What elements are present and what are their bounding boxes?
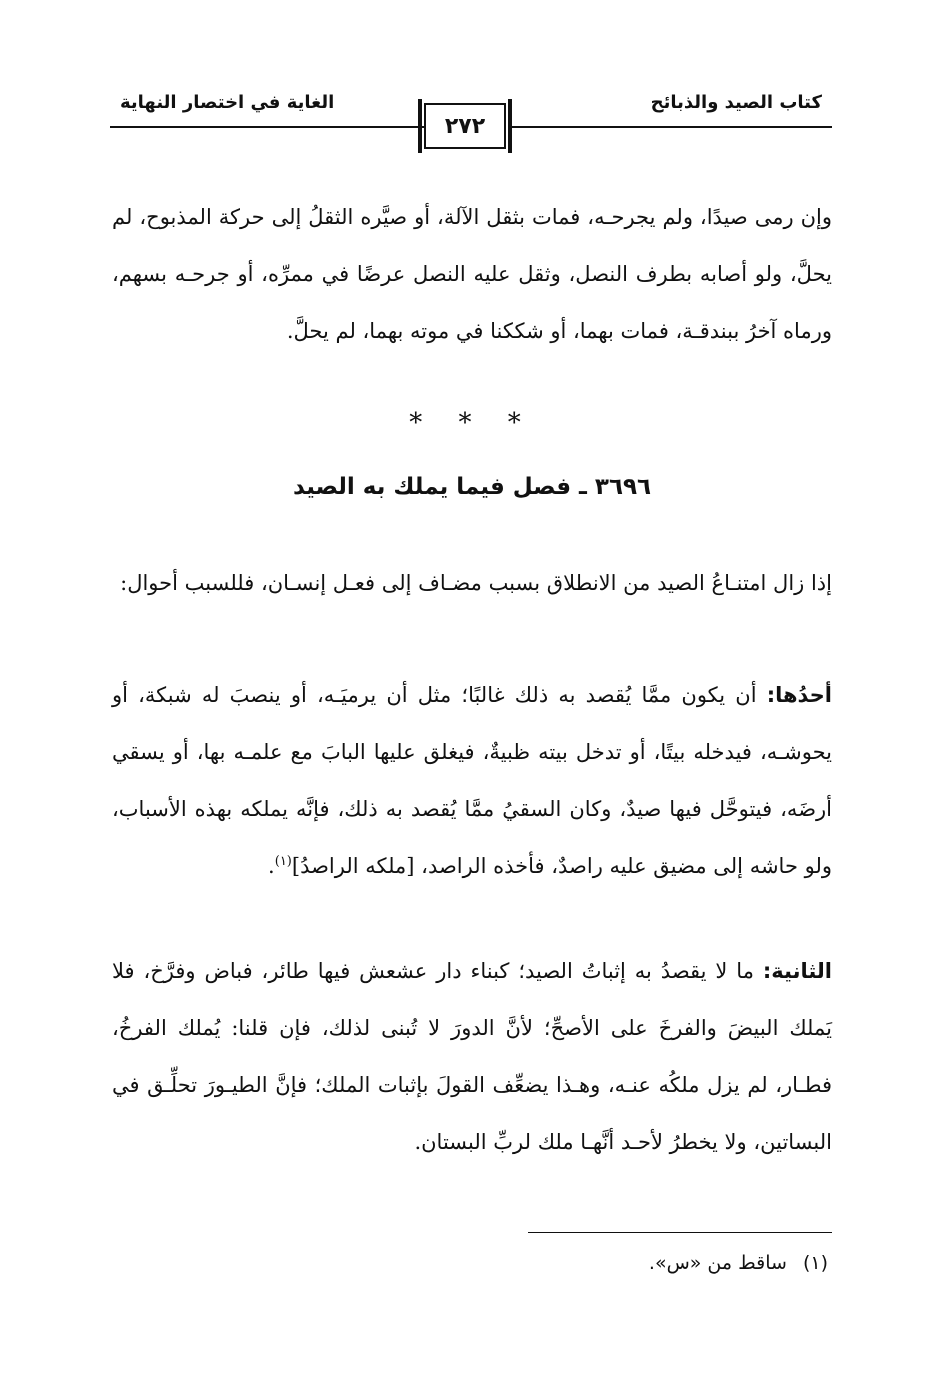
running-header-book-title: الغاية في اختصار النهاية [120,92,335,113]
footnote-text: ساقط من «س». [648,1252,787,1274]
paragraph-3-lead: أحدُها: [766,683,832,707]
section-heading: ٣٦٩٦ ـ فصل فيما يملك به الصيد [292,474,652,500]
page-number: ٢٧٢ [424,103,506,149]
paragraph-4-text: ما لا يقصدُ به إثباتُ الصيد؛ كبناء دار عشعش فيها طائر، فباض وفرَّخ، فلا يَملك البيضَ والفرخَ على الأصحِّ؛ لأنَّ الدورَ لا تُبنى لذلك، فإن قلنا: يُملك الفرخُ، فطـار، لم يزل ملكُه عنـه، وهـذا يضعِّف القولَ بإثبات الملك؛ فإنَّ الطيـورَ تحلِّـق في البساتين، ولا يخطرُ لأحـد أنَّهـا ملك لربِّ البستان. [112,959,832,1154]
running-header-chapter: كتاب الصيد والذبائح [650,92,822,113]
section-separator: * * * [409,408,535,438]
header-rule-left [110,126,428,128]
paragraph-1: وإن رمى صيدًا، ولم يجرحـه، فمات بثقل الآلة، أو صيَّره الثقلُ إلى حركة المذبوح، لم يحلَّ، ولو أصابه بطرف النصل، وثقل عليه النصل عرضًا في ممرِّه، أو جرحـه بسهم، ورماه آخرُ ببندقـة، فمات بهما، أو شككنا في موته بهما، لم يحلَّ. [112,205,832,343]
paragraph-3-text: أن يكون ممَّا يُقصد به ذلك غالبًا؛ مثل أن يرميَـه، أو ينصبَ له شبكة، أو يحوشـه، فيدخله بيتًا، أو تدخل بيته ظبيةٌ، فيغلق عليها البابَ مع علمـه بها، أو يسقي أرضَه، فيتوحَّل فيها صيدٌ، وكان السقيُ ممَّا يُقصد به ذلك، فإنَّه يملكه بهذه الأسباب، ولو حاشه إلى مضيق عليه راصدٌ، فأخذه الراصد، [ملكه الراصدُ] [112,683,832,878]
header-rule-right [510,126,832,128]
paragraph-3-end: . [268,854,275,878]
paragraph-4-lead: الثانية: [762,959,832,983]
paragraph-4 [112,943,832,1171]
paragraph-2: إذا زال امتنـاعُ الصيد من الانطلاق بسبب مضـاف إلى فعـل إنسـان، فللسبب أحوال: [120,571,832,595]
footnote-rule [528,1232,832,1233]
footnote [649,1252,828,1274]
footnote-number: (١) [802,1252,828,1274]
footnote-reference: (١) [274,854,292,869]
paragraph-3 [112,667,832,895]
